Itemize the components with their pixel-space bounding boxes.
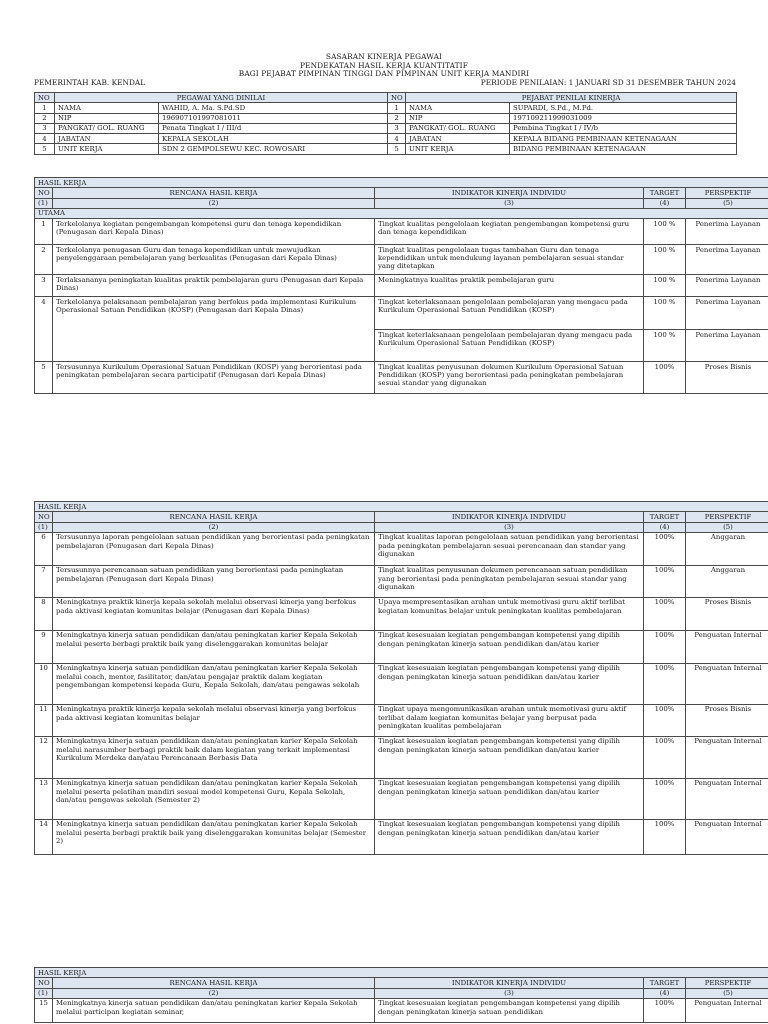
col-no-num: (1)	[35, 988, 53, 998]
section-label-row	[35, 178, 768, 188]
penilai-value: KEPALA BIDANG PEMBINAAN KETENAGAAN	[510, 134, 737, 144]
table-row	[35, 630, 768, 663]
row-no: 3	[35, 275, 53, 297]
col-rencana-num: (2)	[53, 198, 375, 208]
indikator-cell: Tingkat kualitas laporan pengelolaan satuan pendidikan yang berorientasi pada peningkatan pembelajaran sesuai perencanaan dan standar yang digunakan	[375, 532, 644, 565]
rencana-cell: Meningkatnya praktik kinerja kepala sekolah melalui observasi kinerja yang berfokus pada aktivasi kegiatan komunitas belajar (Penugasan dari Kepala Dinas)	[53, 597, 375, 630]
col-indikator-num: (3)	[375, 522, 644, 532]
rencana-cell: Terkelolanya penugasan Guru dan tenaga kependidikan untuk mewujudkan penyelenggaraan pembelajaran yang berkualitas (Penugasan dari Kepala Dinas)	[53, 245, 375, 275]
col-no: NO	[35, 93, 55, 103]
column-number-row	[35, 198, 768, 208]
rencana-cell: Meningkatnya kinerja satuan pendidikan dan/atau peningkatan karier Kepala Sekolah melalui peserta berbagi praktik baik yang diselenggarakan komunitas belajar	[53, 630, 375, 663]
col-no-header: NO	[35, 978, 53, 988]
rencana-cell: Tersusunnya laporan pengelolaan satuan pendidikan yang berorientasi pada peningkatan pembelajaran (Penugasan dari Kepala Dinas)	[53, 532, 375, 565]
row-no: 9	[35, 630, 53, 663]
target-cell: 100 %	[644, 245, 686, 275]
column-number-row	[35, 988, 768, 998]
table-row	[35, 275, 768, 297]
indikator-cell: Tingkat upaya mengomunikasikan arahan untuk memotivasi guru aktif terlibat dalam kegiatan komunitas belajar yang berpusat pada peningkatan kualitas pembelajaran	[375, 704, 644, 736]
table-row	[35, 736, 768, 778]
perspektif-cell: Anggaran	[686, 565, 768, 597]
table-row	[35, 532, 768, 565]
column-header-row	[35, 978, 768, 988]
col-target-header: TARGET	[644, 188, 686, 198]
table-row	[35, 565, 768, 597]
hasil-kerja-table-1	[34, 177, 768, 394]
hasil-kerja-table-3	[34, 967, 768, 1023]
col-perspektif-num: (5)	[686, 522, 768, 532]
table-row	[35, 597, 768, 630]
pegawai-value: SDN 2 GEMPOLSEWU KEC. ROWOSARI	[159, 144, 388, 154]
rencana-cell: Tersusunnya perencanaan satuan pendidikan yang berorientasi pada peningkatan pembelajaran (Penugasan dari Kepala Dinas)	[53, 565, 375, 597]
row-no: 2	[35, 245, 53, 275]
target-cell: 100%	[644, 704, 686, 736]
col-indikator-header: INDIKATOR KINERJA INDIVIDU	[375, 978, 644, 988]
col-target-num: (4)	[644, 522, 686, 532]
perspektif-cell: Penerima Layanan	[686, 330, 768, 362]
pegawai-value: Penata Tingkat I / III/d	[159, 123, 388, 133]
perspektif-cell: Penguatan Internal	[686, 778, 768, 819]
indikator-cell: Tingkat keterlaksanaan pengelolaan pembelajaran dyang mengacu pada Kurikulum Operasional Satuan Pendidikan (KOSP)	[375, 330, 644, 362]
target-cell: 100 %	[644, 219, 686, 245]
table-row	[35, 245, 768, 275]
target-cell: 100%	[644, 778, 686, 819]
indikator-cell: Tingkat kualitas penyusunan dokumen perencanaan satuan pendidikan yang berorientasi pada peningkatan pembelajaran sesuai standar yang digunakan	[375, 565, 644, 597]
rencana-cell: Meningkatnya praktik kinerja kepala sekolah melalui observasi kinerja yang berfokus pada aktivasi kegiatan komunitas belajar	[53, 704, 375, 736]
target-cell: 100%	[644, 663, 686, 704]
hasil-kerja-table-2	[34, 501, 768, 855]
col-rencana-header: RENCANA HASIL KERJA	[53, 512, 375, 522]
indikator-cell: Tingkat keterlaksanaan pengelolaan pembelajaran yang mengacu pada Kurikulum Operasional Satuan Pendidikan (KOSP)	[375, 297, 644, 330]
row-no: 15	[35, 998, 53, 1022]
identity-header-row	[35, 93, 737, 103]
col-perspektif-header: PERSPEKTIF	[686, 188, 768, 198]
row-no: 12	[35, 736, 53, 778]
col-rencana-header: RENCANA HASIL KERJA	[53, 978, 375, 988]
perspektif-cell: Anggaran	[686, 532, 768, 565]
row-no: 11	[35, 704, 53, 736]
col-target-num: (4)	[644, 988, 686, 998]
row-label: JABATAN	[55, 134, 159, 144]
section-label-row	[35, 502, 768, 512]
row-no: 13	[35, 778, 53, 819]
perspektif-cell: Penguatan Internal	[686, 998, 768, 1022]
row-no: 14	[35, 819, 53, 854]
row-no: 5	[35, 362, 53, 394]
penilai-value: Pembina Tingkat I / IV/b	[510, 123, 737, 133]
penilai-value: SUPARDI, S.Pd., M.Pd.	[510, 103, 737, 113]
col-no-num: (1)	[35, 198, 53, 208]
hasil-kerja-label: HASIL KERJA	[35, 968, 768, 978]
table-row	[35, 663, 768, 704]
indikator-cell: Upaya mempresentasikan arahan untuk memotivasi guru aktif terlibat kegiatan komunitas belajar untuk peningkatan kualitas pembelajaran	[375, 597, 644, 630]
target-cell: 100%	[644, 362, 686, 394]
pejabat-penilai-header: PEJABAT PENILAI KINERJA	[406, 93, 737, 103]
penilai-value: BIDANG PEMBINAAN KETENAGAAN	[510, 144, 737, 154]
identity-row	[35, 144, 737, 154]
row-label: UNIT KERJA	[406, 144, 510, 154]
perspektif-cell: Proses Bisnis	[686, 362, 768, 394]
row-label: PANGKAT/ GOL. RUANG	[55, 123, 159, 133]
col-indikator-num: (3)	[375, 198, 644, 208]
table-row	[35, 998, 768, 1022]
doc-subtitle-2: BAGI PEJABAT PIMPINAN TINGGI DAN PIMPINAN UNIT KERJA MANDIRI	[238, 69, 530, 78]
indikator-cell: Tingkat kesesuaian kegiatan pengembangan kompetensi yang dipilih dengan peningkatan kinerja satuan pendidikan dan/atau karier	[375, 819, 644, 854]
row-no: 3	[388, 123, 406, 133]
row-no: 10	[35, 663, 53, 704]
indikator-cell: Tingkat kualitas pengelolaan kegiatan pengembangan kompetensi guru dan tenaga kependidikan	[375, 219, 644, 245]
col-perspektif-header: PERSPEKTIF	[686, 512, 768, 522]
table-row	[35, 778, 768, 819]
row-no: 2	[35, 113, 55, 123]
indikator-cell: Tingkat kesesuaian kegiatan pengembangan kompetensi yang dipilih dengan peningkatan kinerja satuan pendidikan dan/atau karier	[375, 663, 644, 704]
perspektif-cell: Penerima Layanan	[686, 275, 768, 297]
periode-label: PERIODE PENILAIAN: 1 JANUARI SD 31 DESEMBER TAHUN 2024	[480, 78, 736, 87]
rencana-cell: Meningkatnya kinerja satuan pendidikan dan/atau peningkatan karier Kepala Sekolah melalui peserta berbagi praktik baik yang diselenggarakan komunitas belajar (Semester 2)	[53, 819, 375, 854]
row-no: 5	[388, 144, 406, 154]
col-perspektif-num: (5)	[686, 988, 768, 998]
target-cell: 100 %	[644, 297, 686, 330]
col-target-header: TARGET	[644, 512, 686, 522]
doc-title: SASARAN KINERJA PEGAWAI	[325, 52, 443, 61]
target-cell: 100%	[644, 819, 686, 854]
row-no: 2	[388, 113, 406, 123]
col-rencana-num: (2)	[53, 522, 375, 532]
table-row	[35, 219, 768, 245]
row-label: PANGKAT/ GOL. RUANG	[406, 123, 510, 133]
pegawai-value: KEPALA SEKOLAH	[159, 134, 388, 144]
identity-row	[35, 113, 737, 123]
row-label: UNIT KERJA	[55, 144, 159, 154]
hasil-kerja-label: HASIL KERJA	[35, 178, 768, 188]
rencana-cell: Meningkatnya kinerja satuan pendidikan dan/atau peningkatan karier Kepala Sekolah melalui narasumber berbagi praktik baik dalam kegiatan yang terkait implementasi Kurikulum Merdeka dan/atau Perencanaan Berbasis Data	[53, 736, 375, 778]
row-label: NAMA	[406, 103, 510, 113]
identity-table	[34, 92, 737, 155]
rencana-cell: Meningkatnya kinerja satuan pendidikan dan/atau peningkatan karier Kepala Sekolah melalui coach, mentor, fasilitator, dan/atau pengajar praktik dalam kegiatan pengembangan kompetensi kepada Guru, Kepala Sekolah, dan/atau pengawas sekolah	[53, 663, 375, 704]
utama-label-row	[35, 208, 768, 218]
utama-label: UTAMA	[35, 208, 768, 218]
row-no: 4	[35, 134, 55, 144]
column-header-row	[35, 188, 768, 198]
col-indikator-header: INDIKATOR KINERJA INDIVIDU	[375, 188, 644, 198]
col-no-header: NO	[35, 188, 53, 198]
table-row	[35, 819, 768, 854]
identity-row	[35, 134, 737, 144]
target-cell: 100%	[644, 532, 686, 565]
indikator-cell: Tingkat kesesuaian kegiatan pengembangan kompetensi yang dipilih dengan peningkatan kinerja satuan pendidikan dan/atau karier	[375, 736, 644, 778]
row-no: 8	[35, 597, 53, 630]
row-no: 6	[35, 532, 53, 565]
row-no: 1	[35, 219, 53, 245]
perspektif-cell: Penguatan Internal	[686, 663, 768, 704]
rencana-cell: Meningkatnya kinerja satuan pendidikan dan/atau peningkatan karier Kepala Sekolah melalui peserta pelatihan mandiri sesuai model kompetensi Guru, Kepala Sekolah, dan/atau pengawas sekolah (Semester 2)	[53, 778, 375, 819]
column-header-row	[35, 512, 768, 522]
row-no: 1	[388, 103, 406, 113]
pegawai-value: 196907101997081011	[159, 113, 388, 123]
table-row	[35, 362, 768, 394]
pegawai-dinilai-header: PEGAWAI YANG DINILAI	[55, 93, 388, 103]
identity-row	[35, 123, 737, 133]
identity-row	[35, 103, 737, 113]
row-label: NIP	[406, 113, 510, 123]
indikator-cell: Tingkat kesesuaian kegiatan pengembangan kompetensi yang dipilih dengan peningkatan kinerja satuan pendidikan dan/atau karier	[375, 778, 644, 819]
pegawai-value: WAHID, A. Ma. S.Pd.SD	[159, 103, 388, 113]
rencana-cell: Terkelolanya kegiatan pengembangan kompetensi guru dan tenaga kependidikan (Penugasan dari Kepala Dinas)	[53, 219, 375, 245]
col-rencana-num: (2)	[53, 988, 375, 998]
col-perspektif-num: (5)	[686, 198, 768, 208]
target-cell: 100 %	[644, 330, 686, 362]
hasil-kerja-label: HASIL KERJA	[35, 502, 768, 512]
perspektif-cell: Penerima Layanan	[686, 245, 768, 275]
row-label: JABATAN	[406, 134, 510, 144]
target-cell: 100%	[644, 736, 686, 778]
perspektif-cell: Penguatan Internal	[686, 736, 768, 778]
table-row	[35, 297, 768, 330]
col-indikator-header: INDIKATOR KINERJA INDIVIDU	[375, 512, 644, 522]
indikator-cell: Tingkat kesesuaian kegiatan pengembangan kompetensi yang dipilih dengan peningkatan kinerja satuan pendidikan	[375, 998, 644, 1022]
rencana-cell: Terkelolanya pelaksanaan pembelajaran yang berfokus pada implementasi Kurikulum Operasional Satuan Pendidikan (KOSP) (Penugasan dari Kepala Dinas)	[53, 297, 375, 362]
indikator-cell: Tingkat kualitas pengelolaan tugas tambahan Guru dan tenaga kependidikan untuk mendukung layanan pembelajaran sesuai standar yang ditetapkan	[375, 245, 644, 275]
col-indikator-num: (3)	[375, 988, 644, 998]
col-perspektif-header: PERSPEKTIF	[686, 978, 768, 988]
target-cell: 100%	[644, 630, 686, 663]
row-label: NIP	[55, 113, 159, 123]
row-no: 5	[35, 144, 55, 154]
target-cell: 100%	[644, 565, 686, 597]
indikator-cell: Tingkat kesesuaian kegiatan pengembangan kompetensi yang dipilih dengan peningkatan kinerja satuan pendidikan dan/atau karier	[375, 630, 644, 663]
col-no: NO	[388, 93, 406, 103]
rencana-cell: Tersusunnya Kurikulum Operasional Satuan Pendidikan (KOSP) yang berorientasi pada peningkatan pembelajaran secara participatif (Penugasan dari Kepala Dinas)	[53, 362, 375, 394]
perspektif-cell: Penerima Layanan	[686, 297, 768, 330]
section-label-row	[35, 968, 768, 978]
col-target-num: (4)	[644, 198, 686, 208]
perspektif-cell: Penerima Layanan	[686, 219, 768, 245]
col-target-header: TARGET	[644, 978, 686, 988]
row-no: 7	[35, 565, 53, 597]
row-no: 4	[388, 134, 406, 144]
instansi-label: PEMERINTAH KAB. KENDAL	[34, 78, 146, 87]
target-cell: 100 %	[644, 275, 686, 297]
indikator-cell: Meningkatnya kualitas praktik pembelajaran guru	[375, 275, 644, 297]
row-no: 1	[35, 103, 55, 113]
rencana-cell: Terlaksananya peningkatan kualitas praktik pembelajaran guru (Penugasan dari Kepala Dinas)	[53, 275, 375, 297]
perspektif-cell: Penguatan Internal	[686, 819, 768, 854]
col-no-num: (1)	[35, 522, 53, 532]
row-no: 3	[35, 123, 55, 133]
col-no-header: NO	[35, 512, 53, 522]
indikator-cell: Tingkat kualitas penyusunan dokumen Kurikulum Operasional Satuan Pendidikan (KOSP) yang berorientasi pada peningkatan pembelajaran sesuai standar yang digunakan	[375, 362, 644, 394]
target-cell: 100%	[644, 597, 686, 630]
column-number-row	[35, 522, 768, 532]
target-cell: 100%	[644, 998, 686, 1022]
col-rencana-header: RENCANA HASIL KERJA	[53, 188, 375, 198]
row-no: 4	[35, 297, 53, 362]
doc-subtitle: PENDEKATAN HASIL KERJA KUANTITATIF	[300, 61, 468, 70]
perspektif-cell: Proses Bisnis	[686, 704, 768, 736]
table-row	[35, 704, 768, 736]
penilai-value: 197109211999031009	[510, 113, 737, 123]
rencana-cell: Meningkatnya kinerja satuan pendidikan dan/atau peningkatan karier Kepala Sekolah melalui participan kegiatan seminar,	[53, 998, 375, 1022]
perspektif-cell: Penguatan Internal	[686, 630, 768, 663]
row-label: NAMA	[55, 103, 159, 113]
perspektif-cell: Proses Bisnis	[686, 597, 768, 630]
